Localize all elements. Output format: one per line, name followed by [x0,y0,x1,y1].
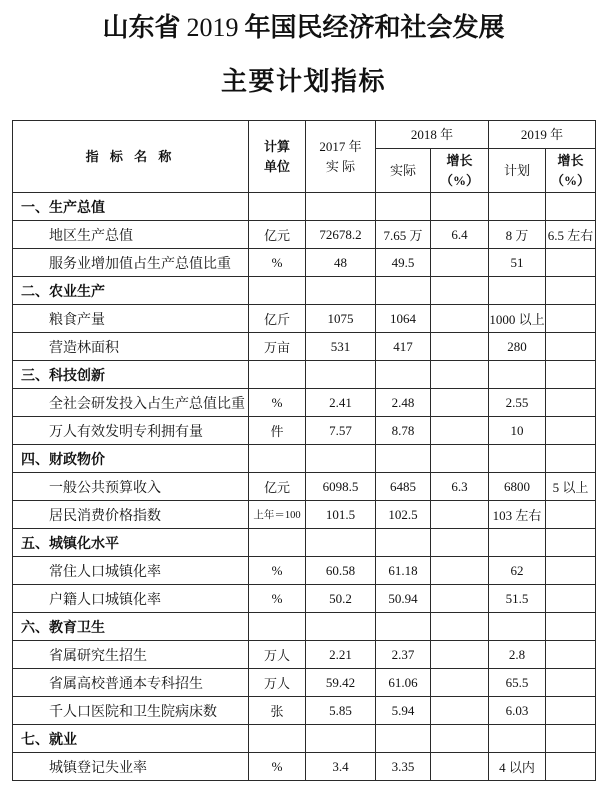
actual-2018-cell: 417 [376,333,431,361]
plan-2019-cell: 103 左右 [489,501,546,529]
plan-2019-cell: 6.03 [489,697,546,725]
actual-2018-cell: 3.35 [376,753,431,781]
table-header [13,121,596,193]
table-row [13,753,596,781]
growth-2019-cell [546,641,596,669]
unit-cell: 万人 [249,669,306,697]
growth-2019-cell [546,557,596,585]
actual-2017-cell: 48 [306,249,376,277]
header-2018-growth-line2: （%） [439,172,479,188]
unit-cell: % [249,389,306,417]
actual-2018-cell: 6485 [376,473,431,501]
unit-cell: 万人 [249,641,306,669]
growth-2019-cell: 6.5 左右 [546,221,596,249]
empty-cell [489,725,546,753]
header-2019-year-label: 2019 年 [520,126,564,142]
table-row [13,669,596,697]
indicator-name: 省属研究生招生 [13,641,249,669]
indicator-name: 省属高校普通本专科招生 [13,669,249,697]
empty-cell [546,193,596,221]
empty-cell [376,529,431,557]
indicator-name: 一般公共预算收入 [13,473,249,501]
unit-cell: % [249,753,306,781]
growth-2018-cell [431,417,489,445]
actual-2018-cell: 61.18 [376,557,431,585]
actual-2017-cell: 531 [306,333,376,361]
empty-cell [431,361,489,389]
plan-2019-cell: 2.55 [489,389,546,417]
indicator-name: 户籍人口城镇化率 [13,585,249,613]
header-2018-year [376,121,489,149]
empty-cell [306,613,376,641]
header-2019-plan-label: 计划 [503,162,530,178]
header-2017-actual: 实 际 [325,158,356,174]
empty-cell [306,277,376,305]
growth-2018-cell [431,389,489,417]
section-title: 二、农业生产 [13,277,249,305]
indicator-name: 常住人口城镇化率 [13,557,249,585]
table-row [13,473,596,501]
empty-cell [249,445,306,473]
indicator-name: 粮食产量 [13,305,249,333]
table-row [13,221,596,249]
actual-2018-cell: 5.94 [376,697,431,725]
table-row [13,697,596,725]
indicator-name: 全社会研发投入占生产总值比重 [13,389,249,417]
empty-cell [546,613,596,641]
growth-2018-cell [431,249,489,277]
table-row [13,501,596,529]
plan-2019-cell: 51 [489,249,546,277]
growth-2019-cell [546,697,596,725]
growth-2019-cell [546,249,596,277]
empty-cell [306,445,376,473]
empty-cell [249,193,306,221]
empty-cell [489,361,546,389]
empty-cell [376,193,431,221]
indicator-name: 万人有效发明专利拥有量 [13,417,249,445]
actual-2017-cell: 1075 [306,305,376,333]
growth-2018-cell [431,305,489,333]
empty-cell [376,613,431,641]
header-unit [249,121,306,193]
empty-cell [249,277,306,305]
table-row [13,305,596,333]
page-subtitle: 主要计划指标 [220,67,386,96]
growth-2018-cell [431,333,489,361]
actual-2018-cell: 2.48 [376,389,431,417]
growth-2019-cell [546,669,596,697]
empty-cell [546,277,596,305]
empty-cell [306,529,376,557]
section-title: 三、科技创新 [13,361,249,389]
empty-cell [431,725,489,753]
growth-2019-cell [546,333,596,361]
title-suffix: 年国民经济和社会发展 [244,13,505,42]
empty-cell [376,361,431,389]
unit-cell: 亿元 [249,473,306,501]
section-row [13,529,596,557]
plan-2019-cell: 4 以内 [489,753,546,781]
plan-2019-cell: 1000 以上 [489,305,546,333]
actual-2018-cell: 50.94 [376,585,431,613]
empty-cell [489,277,546,305]
actual-2017-cell: 2.41 [306,389,376,417]
header-2018-growth-line1: 增长 [446,152,473,168]
header-indicator-label: 指 标 名 称 [85,148,176,164]
header-2017 [306,121,376,193]
growth-2019-cell [546,501,596,529]
header-unit-line1: 计算 [263,138,290,154]
table-row [13,557,596,585]
empty-cell [546,445,596,473]
actual-2018-cell: 102.5 [376,501,431,529]
actual-2017-cell: 5.85 [306,697,376,725]
plan-2019-cell: 62 [489,557,546,585]
growth-2018-cell [431,753,489,781]
header-2017-year: 2017 年 [319,138,362,154]
empty-cell [376,725,431,753]
unit-cell: 张 [249,697,306,725]
header-2019-growth-line1: 增长 [557,152,584,168]
indicator-name: 服务业增加值占生产总值比重 [13,249,249,277]
unit-cell: % [249,249,306,277]
indicator-name: 千人口医院和卫生院病床数 [13,697,249,725]
empty-cell [546,361,596,389]
plan-2019-cell: 2.8 [489,641,546,669]
empty-cell [431,529,489,557]
unit-cell: 件 [249,417,306,445]
actual-2018-cell: 1064 [376,305,431,333]
indicator-name: 居民消费价格指数 [13,501,249,529]
header-2018-actual [376,149,431,193]
growth-2018-cell: 6.3 [431,473,489,501]
header-2018-growth [431,149,489,193]
plan-2019-cell: 280 [489,333,546,361]
empty-cell [489,445,546,473]
section-title: 五、城镇化水平 [13,529,249,557]
actual-2017-cell: 2.21 [306,641,376,669]
empty-cell [306,193,376,221]
growth-2019-cell [546,417,596,445]
unit-cell: 万亩 [249,333,306,361]
table-row [13,249,596,277]
title-prefix: 山东省 [102,13,181,42]
empty-cell [489,193,546,221]
title-year: 2019 [186,13,239,42]
empty-cell [249,725,306,753]
header-2019-plan [489,149,546,193]
actual-2017-cell: 60.58 [306,557,376,585]
header-indicator-name [13,121,249,193]
growth-2018-cell [431,557,489,585]
empty-cell [546,725,596,753]
actual-2018-cell: 8.78 [376,417,431,445]
plan-2019-cell: 65.5 [489,669,546,697]
section-row [13,193,596,221]
actual-2018-cell: 7.65 万 [376,221,431,249]
empty-cell [546,529,596,557]
growth-2019-cell: 5 以上 [546,473,596,501]
growth-2019-cell [546,753,596,781]
growth-2018-cell [431,585,489,613]
actual-2018-cell: 49.5 [376,249,431,277]
growth-2018-cell [431,641,489,669]
empty-cell [306,361,376,389]
empty-cell [489,613,546,641]
growth-2018-cell [431,697,489,725]
actual-2017-cell: 59.42 [306,669,376,697]
empty-cell [489,529,546,557]
page-title [0,8,607,48]
growth-2018-cell [431,501,489,529]
indicator-name: 地区生产总值 [13,221,249,249]
growth-2019-cell [546,585,596,613]
section-title: 六、教育卫生 [13,613,249,641]
empty-cell [249,529,306,557]
actual-2017-cell: 7.57 [306,417,376,445]
header-unit-line2: 单位 [263,158,290,174]
empty-cell [376,445,431,473]
actual-2017-cell: 101.5 [306,501,376,529]
actual-2018-cell: 2.37 [376,641,431,669]
section-row [13,725,596,753]
header-2018-year-label: 2018 年 [410,126,454,142]
empty-cell [431,193,489,221]
growth-2019-cell [546,389,596,417]
empty-cell [249,613,306,641]
unit-cell: % [249,557,306,585]
actual-2017-cell: 50.2 [306,585,376,613]
section-title: 一、生产总值 [13,193,249,221]
plan-2019-cell: 6800 [489,473,546,501]
empty-cell [306,725,376,753]
header-2018-actual-label: 实际 [389,162,416,178]
section-row [13,613,596,641]
empty-cell [431,445,489,473]
unit-cell: 上年＝100 [249,501,306,529]
table-row [13,417,596,445]
empty-cell [431,277,489,305]
plan-indicators-table [12,120,596,781]
indicator-name: 营造林面积 [13,333,249,361]
section-row [13,277,596,305]
actual-2017-cell: 6098.5 [306,473,376,501]
header-2019-growth-line2: （%） [550,172,590,188]
plan-2019-cell: 10 [489,417,546,445]
actual-2017-cell: 3.4 [306,753,376,781]
section-title: 四、财政物价 [13,445,249,473]
growth-2019-cell [546,305,596,333]
plan-2019-cell: 51.5 [489,585,546,613]
section-title: 七、就业 [13,725,249,753]
empty-cell [249,361,306,389]
section-row [13,445,596,473]
header-2019-growth [546,149,596,193]
unit-cell: % [249,585,306,613]
table-row [13,585,596,613]
indicator-name: 城镇登记失业率 [13,753,249,781]
unit-cell: 亿斤 [249,305,306,333]
growth-2018-cell [431,669,489,697]
table-row [13,333,596,361]
header-2019-year [489,121,596,149]
empty-cell [431,613,489,641]
table-row [13,641,596,669]
actual-2017-cell: 72678.2 [306,221,376,249]
unit-cell: 亿元 [249,221,306,249]
plan-2019-cell: 8 万 [489,221,546,249]
growth-2018-cell: 6.4 [431,221,489,249]
actual-2018-cell: 61.06 [376,669,431,697]
table-row [13,389,596,417]
empty-cell [376,277,431,305]
section-row [13,361,596,389]
